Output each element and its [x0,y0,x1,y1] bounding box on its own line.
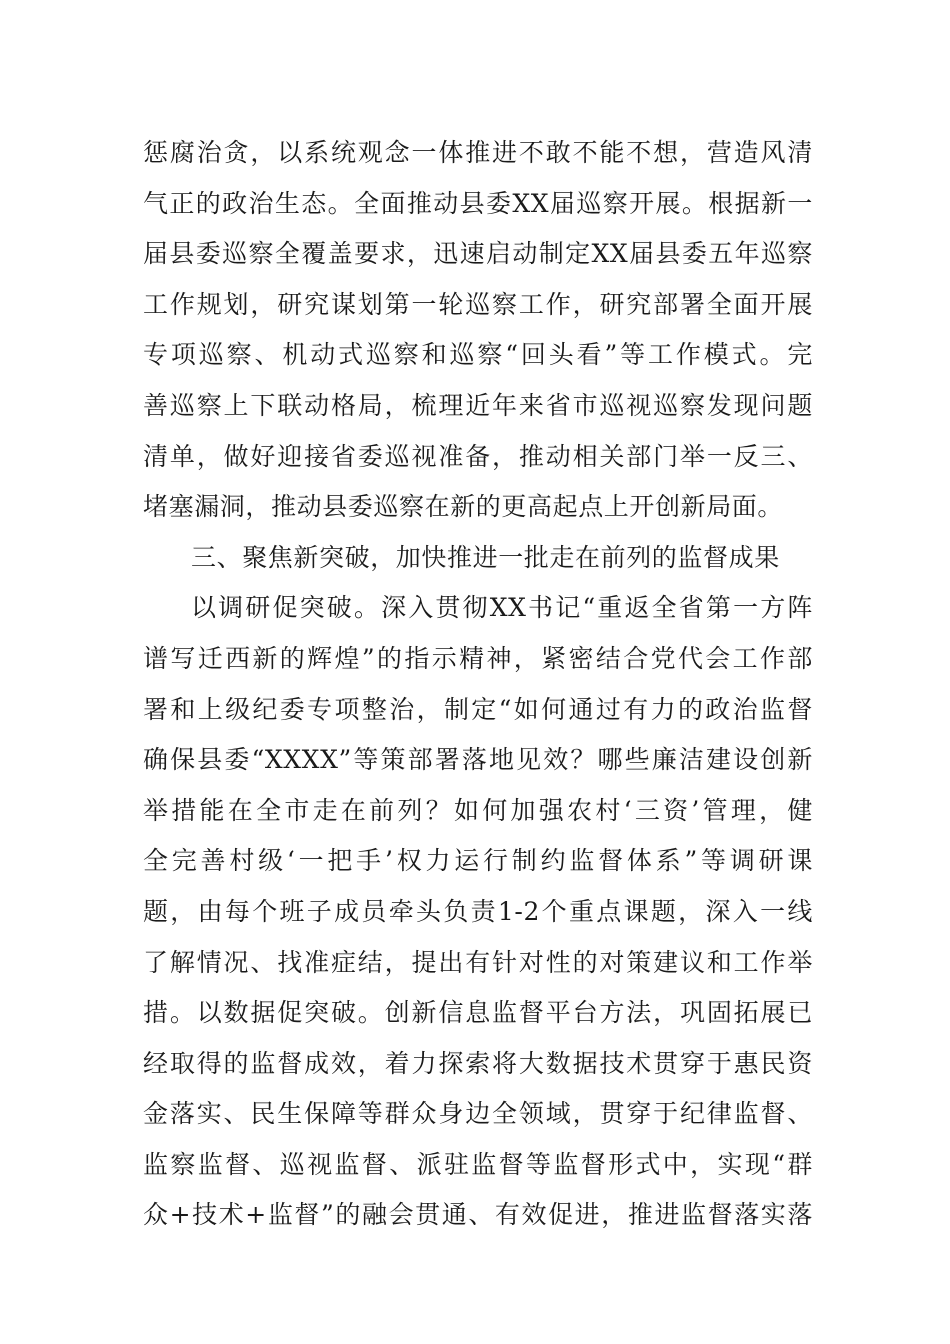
text-line: 确保县委“XXXX”等策部署落地见效？哪些廉洁建设创新 [143,745,813,775]
section-heading: 三、聚焦新突破，加快推进一批走在前列的监督成果 [191,542,780,572]
text-line: 专项巡察、机动式巡察和巡察“回头看”等工作模式。完 [143,340,813,370]
text-line: 众+技术+监督”的融会贯通、有效促进，推进监督落实落 [143,1200,813,1230]
text-line: 清单，做好迎接省委巡视准备，推动相关部门举一反三、 [143,441,813,471]
text-line: 谱写迁西新的辉煌”的指示精神，紧密结合党代会工作部 [143,643,813,673]
text-line: 气正的政治生态。全面推动县委XX届巡察开展。根据新一 [143,188,813,218]
text-line: 善巡察上下联动格局，梳理近年来省市巡视巡察发现问题 [143,390,813,420]
text-line: 堵塞漏洞，推动县委巡察在新的更高起点上开创新局面。 [143,492,784,522]
text-line: 工作规划，研究谋划第一轮巡察工作，研究部署全面开展 [143,289,813,319]
text-line: 金落实、民生保障等群众身边全领域，贯穿于纪律监督、 [143,1099,813,1129]
text-line: 署和上级纪委专项整治，制定“如何通过有力的政治监督 [143,694,813,724]
text-line: 举措能在全市走在前列？如何加强农村‘三资’管理，健 [143,795,813,825]
text-line: 措。以数据促突破。创新信息监督平台方法，巩固拓展已 [143,998,813,1028]
text-line: 以调研促突破。深入贯彻XX书记“重返全省第一方阵 [191,593,813,623]
body-text [143,128,813,1241]
text-line: 全完善村级‘一把手’权力运行制约监督体系”等调研课 [143,846,813,876]
text-line: 了解情况、找准症结，提出有针对性的对策建议和工作举 [143,947,813,977]
text-line: 经取得的监督成效，着力探索将大数据技术贯穿于惠民资 [143,1048,813,1078]
text-line: 监察监督、巡视监督、派驻监督等监督形式中，实现“群 [143,1149,813,1179]
text-line: 题，由每个班子成员牵头负责1-2个重点课题，深入一线 [143,896,813,926]
text-line: 届县委巡察全覆盖要求，迅速启动制定XX届县委五年巡察 [143,239,813,269]
text-line: 惩腐治贪，以系统观念一体推进不敢不能不想，营造风清 [143,138,813,167]
